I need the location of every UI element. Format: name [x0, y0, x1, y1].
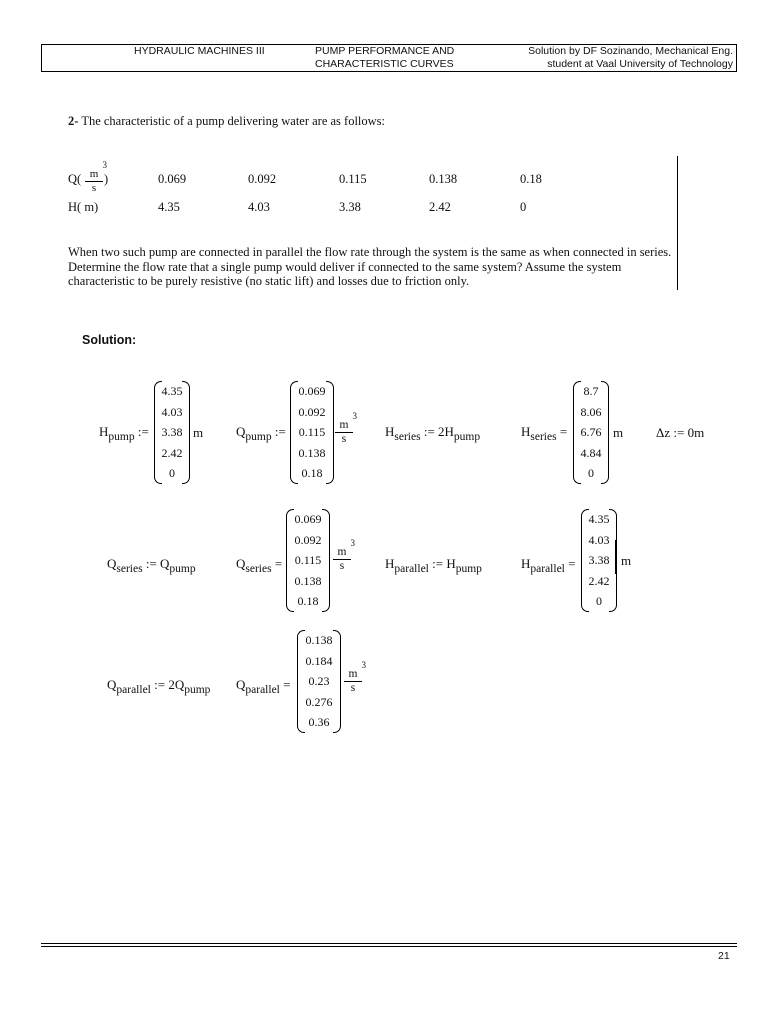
- h-parallel-result: [521, 556, 575, 575]
- matrix-cell: 8.7: [583, 384, 599, 398]
- q-parallel-operator: :=: [154, 677, 166, 692]
- matrix-cell: 4.03: [161, 404, 183, 419]
- h-parallel-result-operator: =: [568, 556, 576, 571]
- matrix-right-bracket: [333, 630, 341, 733]
- q-value-2: 0.092: [248, 172, 277, 186]
- unit-numerator: m: [339, 419, 349, 431]
- q-series-rhs: Q: [160, 556, 170, 571]
- h-row-label: H( m): [68, 200, 99, 214]
- unit-denominator: s: [341, 433, 347, 445]
- solution-heading: Solution:: [82, 333, 137, 347]
- h-parallel-operator: :=: [432, 556, 444, 571]
- q-label-unit-den: s: [91, 182, 97, 194]
- matrix-cell: 0: [169, 466, 175, 480]
- problem-intro: [68, 114, 385, 129]
- q-label-open: Q(: [68, 172, 82, 186]
- page-number: 21: [718, 950, 730, 962]
- matrix-cell: 4.03: [588, 532, 610, 547]
- matrix-cell: 0.069: [298, 384, 326, 398]
- matrix-left-bracket: [290, 381, 298, 484]
- q-series-unit: [333, 538, 355, 573]
- q-pump-symbol: Q: [236, 424, 246, 439]
- h-series-symbol: H: [385, 424, 395, 439]
- footer-rule: [41, 943, 737, 944]
- h-parallel-rhs-subscript: pump: [455, 563, 482, 575]
- unit-numerator: m: [337, 546, 347, 558]
- h-parallel-rhs: H: [446, 556, 456, 571]
- h-parallel-definition: [385, 556, 482, 575]
- h-pump-unit: m: [193, 425, 204, 440]
- unit-denominator: s: [339, 560, 345, 572]
- matrix-cell: 0.138: [294, 573, 322, 588]
- matrix-cell: 0: [596, 594, 602, 608]
- q-parallel-symbol: Q: [107, 677, 117, 692]
- q-pump-operator: :=: [274, 424, 286, 439]
- q-label-unit-num: m: [89, 168, 99, 180]
- h-series-subscript: series: [394, 431, 421, 443]
- delta-z-definition: Δz := 0m: [656, 425, 705, 440]
- footer-rule: [41, 946, 737, 947]
- q-value-1: 0.069: [158, 172, 187, 186]
- q-value-3: 0.115: [339, 172, 367, 186]
- h-series-operator: :=: [423, 424, 435, 439]
- matrix-cell: 0.36: [308, 715, 330, 729]
- unit-exponent: 3: [361, 660, 366, 670]
- h-parallel-result-subscript: parallel: [530, 563, 565, 575]
- q-pump-matrix: [290, 381, 334, 484]
- q-series-result: [236, 556, 282, 575]
- q-parallel-result: [236, 677, 290, 696]
- q-series-subscript: series: [116, 563, 143, 575]
- matrix-cell: 8.06: [580, 404, 602, 419]
- matrix-cell: 0.276: [305, 694, 333, 709]
- h-value-2: 4.03: [248, 200, 270, 214]
- matrix-right-bracket: [601, 381, 609, 484]
- q-row-label: [68, 160, 128, 196]
- q-series-rhs-subscript: pump: [169, 563, 196, 575]
- matrix-right-bracket: [182, 381, 190, 484]
- q-value-4: 0.138: [429, 172, 458, 186]
- h-series-rhs-subscript: pump: [453, 431, 481, 443]
- unit-exponent: 3: [352, 411, 357, 421]
- header-topic: [315, 45, 495, 71]
- q-label-unit: [85, 160, 107, 195]
- problem-intro-text: The characteristic of a pump delivering water are as follows:: [81, 114, 386, 128]
- h-parallel-unit: m: [621, 553, 632, 568]
- matrix-cell: 2.42: [161, 445, 183, 460]
- unit-separator: [615, 540, 616, 574]
- matrix-cell: 4.35: [588, 512, 610, 526]
- matrix-left-bracket: [581, 509, 589, 612]
- matrix-cell: 0.138: [298, 445, 326, 460]
- header-course: HYDRAULIC MACHINES III: [134, 45, 265, 57]
- header-author-line2: student at Vaal University of Technology: [547, 58, 733, 70]
- matrix-cell: 2.42: [588, 573, 610, 588]
- q-series-definition: [107, 556, 196, 575]
- matrix-left-bracket: [573, 381, 581, 484]
- q-pump-unit: [335, 411, 357, 446]
- q-parallel-rhs-subscript: pump: [184, 684, 211, 696]
- q-series-operator: :=: [145, 556, 157, 571]
- matrix-cell: 3.38: [161, 425, 183, 439]
- h-pump-subscript: pump: [108, 431, 135, 443]
- h-series-result-operator: =: [559, 424, 568, 439]
- q-pump-subscript: pump: [245, 431, 272, 443]
- header-topic-line1: PUMP PERFORMANCE AND: [315, 45, 455, 57]
- matrix-cell: 6.76: [580, 425, 602, 439]
- matrix-cell: 0: [588, 466, 594, 480]
- matrix-cell: 4.35: [161, 384, 183, 398]
- h-pump-operator: :=: [137, 424, 149, 439]
- q-parallel-matrix: [297, 630, 341, 733]
- q-parallel-unit: [344, 660, 366, 695]
- q-series-matrix: [286, 509, 330, 612]
- matrix-cell: 0.23: [308, 674, 330, 688]
- matrix-cell: 0.184: [305, 653, 333, 668]
- q-parallel-result-operator: =: [283, 677, 291, 692]
- h-value-3: 3.38: [339, 200, 361, 214]
- header-author-line1: Solution by DF Sozinando, Mechanical Eng.: [528, 45, 733, 57]
- page-header: [41, 44, 737, 72]
- matrix-cell: 0.069: [294, 512, 322, 526]
- h-series-definition: [385, 424, 480, 443]
- matrix-cell: 3.38: [588, 553, 610, 567]
- h-pump-symbol: H: [99, 424, 109, 439]
- h-series-rhs: 2H: [438, 424, 454, 439]
- q-parallel-definition: [107, 677, 210, 696]
- h-series-result-symbol: H: [521, 424, 531, 439]
- unit-denominator: s: [350, 682, 356, 694]
- q-value-5: 0.18: [520, 172, 542, 186]
- matrix-left-bracket: [286, 509, 294, 612]
- matrix-cell: 0.115: [294, 553, 322, 567]
- h-value-4: 2.42: [429, 200, 451, 214]
- matrix-cell: 0.092: [294, 532, 322, 547]
- matrix-cell: 0.18: [301, 466, 323, 480]
- matrix-left-bracket: [297, 630, 305, 733]
- h-pump-matrix: [154, 381, 190, 484]
- q-series-result-subscript: series: [245, 563, 272, 575]
- q-parallel-subscript: parallel: [116, 684, 151, 696]
- q-parallel-rhs: 2Q: [168, 677, 185, 692]
- h-parallel-subscript: parallel: [394, 563, 429, 575]
- h-series-matrix: [573, 381, 609, 484]
- h-parallel-symbol: H: [385, 556, 395, 571]
- q-parallel-result-subscript: parallel: [245, 684, 280, 696]
- matrix-right-bracket: [326, 381, 334, 484]
- problem-text: When two such pump are connected in parallel the flow rate through the system is the same as when connected in series. Determine the flow rate that a single pump would deliver if connected to the same system? Assume the system characteristic to be purely resistive (no static lift) and losses due to friction only.: [68, 245, 672, 288]
- h-series-result-subscript: series: [530, 431, 557, 443]
- h-series-unit: m: [613, 425, 624, 440]
- h-value-5: 0: [520, 200, 527, 214]
- q-parallel-result-symbol: Q: [236, 677, 246, 692]
- q-label-unit-exp: 3: [102, 160, 107, 170]
- q-series-result-symbol: Q: [236, 556, 246, 571]
- matrix-cell: 0.18: [297, 594, 319, 608]
- matrix-cell: 0.115: [298, 425, 326, 439]
- problem-number: 2-: [68, 114, 79, 128]
- h-pump-definition: [99, 424, 149, 443]
- h-parallel-matrix: [581, 509, 617, 612]
- q-series-symbol: Q: [107, 556, 117, 571]
- header-author: [483, 45, 733, 71]
- header-topic-line2: CHARACTERISTIC CURVES: [315, 58, 454, 70]
- matrix-left-bracket: [154, 381, 162, 484]
- unit-numerator: m: [348, 668, 358, 680]
- q-pump-definition: [236, 424, 286, 443]
- matrix-cell: 4.84: [580, 445, 602, 460]
- h-value-1: 4.35: [158, 200, 180, 214]
- matrix-cell: 0.092: [298, 404, 326, 419]
- unit-exponent: 3: [350, 538, 355, 548]
- q-series-result-operator: =: [274, 556, 283, 571]
- h-series-result: [521, 424, 567, 443]
- h-parallel-result-symbol: H: [521, 556, 531, 571]
- matrix-cell: 0.138: [305, 633, 333, 647]
- q-label-close: ): [104, 172, 109, 186]
- matrix-right-bracket: [322, 509, 330, 612]
